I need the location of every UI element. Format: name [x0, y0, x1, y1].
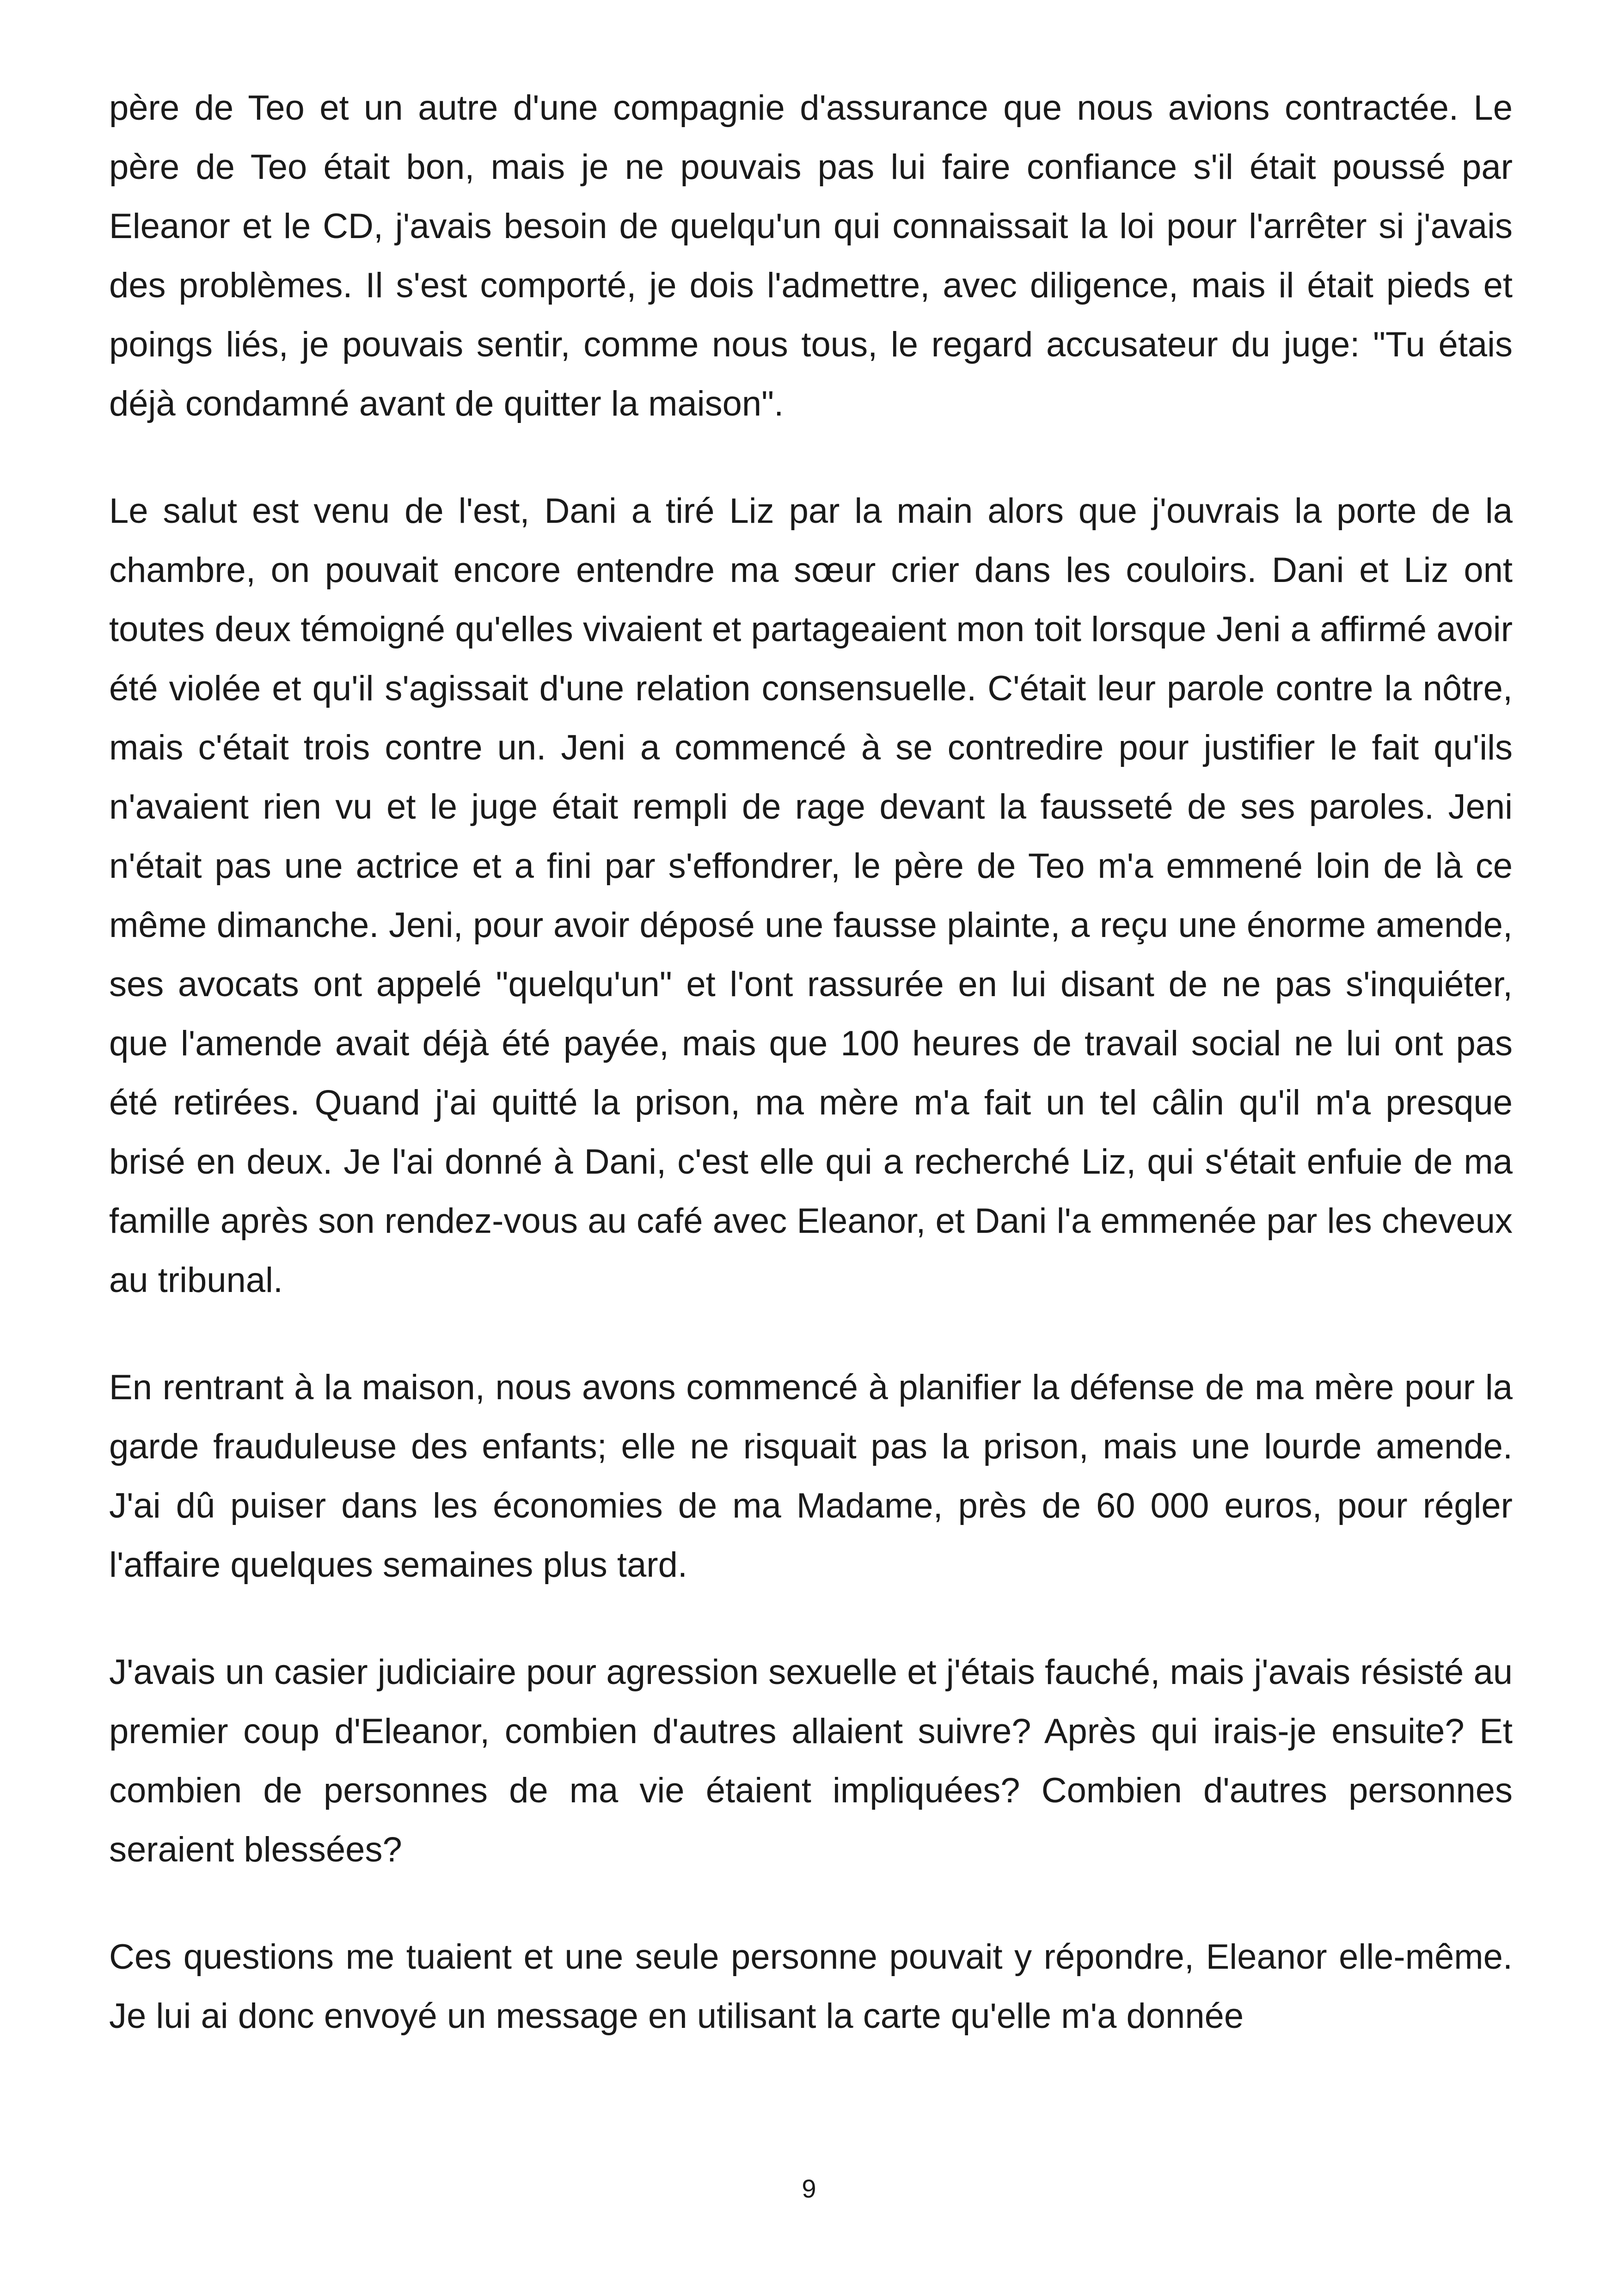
document-body — [109, 79, 1513, 2046]
paragraph-2: Le salut est venu de l'est, Dani a tiré Liz par la main alors que j'ouvrais la porte de la chambre, on pouvait encore entendre ma sœur crier dans les couloirs. Dani et Liz ont toutes deux témoigné qu'elles vivaient et partageaient mon toit lorsque Jeni a affirmé avoir été violée et qu'il s'agissait d'une relation consensuelle. C'était leur parole contre la nôtre, mais c'était trois contre un. Jeni a commencé à se contredire pour justifier le fait qu'ils n'avaient rien vu et le juge était rempli de rage devant la fausseté de ses paroles. Jeni n'était pas une actrice et a fini par s'effondrer, le père de Teo m'a emmené loin de là ce même dimanche. Jeni, pour avoir déposé une fausse plainte, a reçu une énorme amende, ses avocats ont appelé "quelqu'un" et l'ont rassurée en lui disant de ne pas s'inquiéter, que l'amende avait déjà été payée, mais que 100 heures de travail social ne lui ont pas été retirées. Quand j'ai quitté la prison, ma mère m'a fait un tel câlin qu'il m'a presque brisé en deux. Je l'ai donné à Dani, c'est elle qui a recherché Liz, qui s'était enfuie de ma famille après son rendez-vous au café avec Eleanor, et Dani l'a emmenée par les cheveux au tribunal. — [109, 491, 1513, 1300]
paragraph-4: J'avais un casier judiciaire pour agression sexuelle et j'étais fauché, mais j'avais résisté au premier coup d'Eleanor, combien d'autres allaient suivre? Après qui irais-je ensuite? Et combien de personnes de ma vie étaient impliquées? Combien d'autres personnes seraient blessées? — [109, 1653, 1513, 1869]
paragraph-5: Ces questions me tuaient et une seule personne pouvait y répondre, Eleanor elle-même. Je lui ai donc envoyé un message en utilisant la carte qu'elle m'a donnée — [109, 1937, 1513, 2036]
page-number: 9 — [802, 2174, 816, 2203]
paragraph-1: père de Teo et un autre d'une compagnie d'assurance que nous avions contractée. Le père de Teo était bon, mais je ne pouvais pas lui faire confiance s'il était poussé par Eleanor et le CD, j'avais besoin de quelqu'un qui connaissait la loi pour l'arrêter si j'avais des problèmes. Il s'est comporté, je dois l'admettre, avec diligence, mais il était pieds et poings liés, je pouvais sentir, comme nous tous, le regard accusateur du juge: "Tu étais déjà condamné avant de quitter la maison". — [109, 88, 1513, 423]
paragraph-3: En rentrant à la maison, nous avons commencé à planifier la défense de ma mère pour la garde frauduleuse des enfants; elle ne risquait pas la prison, mais une lourde amende. J'ai dû puiser dans les économies de ma Madame, près de 60 000 euros, pour régler l'affaire quelques semaines plus tard. — [109, 1368, 1513, 1585]
